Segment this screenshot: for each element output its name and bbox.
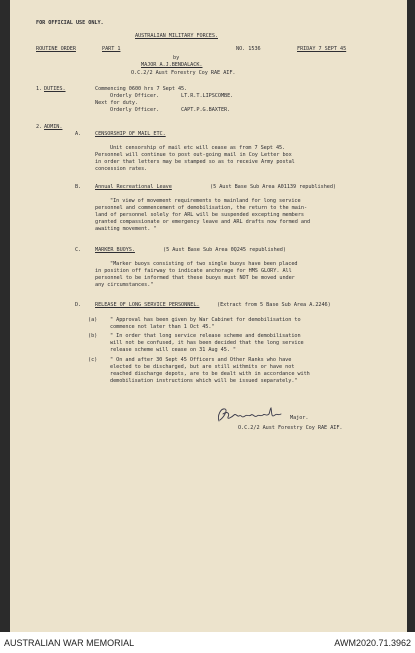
item-b-text-3: land of personnel solely for ARL will be suspended excepting members [95, 212, 304, 218]
order-date: FRIDAY 7 SEPT 45 [297, 46, 347, 52]
item-d-letter: D. [75, 302, 82, 308]
item-b-text-5: awaiting movement. " [95, 226, 157, 232]
item-b-letter: B. [75, 184, 82, 190]
item-c-text-1: "Marker buoys consisting of two single buoys have been placed [110, 261, 298, 267]
item-a-text-3: in order that letters may be stamped so as to receive Army postal [95, 159, 295, 165]
item-d-c-text-2: elected to be discharged, but are still withmits or have not [110, 364, 295, 370]
duties-next-orderly-officer: CAPT.P.G.BAXTER. [181, 107, 231, 113]
item-c-title: MARKER BUOYS. [95, 247, 135, 253]
item-d-a-label: (a) [88, 317, 98, 323]
item-a-text-1: Unit censorship of mail etc will cease as from 7 Sept 45. [110, 145, 286, 151]
item-d-b-text-2: will not be confused, it has been decided that the long service [110, 340, 304, 346]
item-d-c-text-3: reached discharge depots, are to be dealt with in accordance with [110, 371, 310, 377]
by-label: by [173, 55, 180, 61]
item-d-b-label: (b) [88, 333, 98, 339]
duties-next-label: Next for duty. [95, 100, 139, 106]
official-use-heading: FOR OFFICIAL USE ONLY. [36, 20, 104, 26]
item-c-ref: (5 Aust Base Sub Area 0Q245 republished) [163, 247, 286, 253]
handwritten-signature [215, 405, 285, 425]
section-1-number: 1. [36, 86, 43, 92]
item-d-a-text-1: " Approval has been given by War Cabinet for demobilisation to [110, 317, 301, 323]
item-b-text-2: personnel and commencement of demobilisation, the return to the main- [95, 205, 308, 211]
item-c-letter: C. [75, 247, 82, 253]
item-d-title: RELEASE OF LONG SERVICE PERSONNEL. [95, 302, 200, 308]
item-b-ref: (5 Aust Base Sub Area A01139 republished) [210, 184, 336, 190]
order-number: NO. 1536 [236, 46, 261, 52]
major-name: MAJOR A.J.BENDALACK. [141, 62, 203, 68]
document-page [10, 0, 407, 632]
item-a-letter: A. [75, 131, 82, 137]
signature-rank: Major. [290, 415, 309, 421]
item-d-ref: (Extract from 5 Base Sub Area A.2246) [217, 302, 331, 308]
archive-footer [0, 632, 415, 653]
item-b-text-1: "In view of movement requirements to mainland for long service [110, 198, 301, 204]
item-d-c-text-4: demobilisation instructions which will be issued separately." [110, 378, 298, 384]
item-a-title: CENSORSHIP OF MAIL ETC. [95, 131, 166, 137]
section-2-title: ADMIN. [44, 124, 63, 130]
unit-name: O.C.2/2 Aust Forestry Coy RAE AIF. [131, 70, 236, 76]
item-b-title: Annual Recreational Leave [95, 184, 172, 190]
item-d-c-label: (c) [88, 357, 98, 363]
item-d-c-text-1: " On and after 30 Sept 45 Officers and Other Ranks who have [110, 357, 292, 363]
duties-next-orderly-label: Orderly Officer. [110, 107, 160, 113]
routine-order-label: ROUTINE ORDER [36, 46, 76, 52]
item-a-text-4: concession rates. [95, 166, 148, 172]
item-d-b-text-1: " In order that long service release scheme and demobilisation [110, 333, 301, 339]
item-c-text-4: any circumstances." [95, 282, 154, 288]
section-1-title: DUTIES. [44, 86, 66, 92]
signature-unit: O.C.2/2 Aust Forestry Coy RAE AIF. [238, 425, 343, 431]
item-d-b-text-3: release scheme will cease on 31 Aug 45. " [110, 347, 236, 353]
item-b-text-4: granted compassionate or emergency leave and ARL drafts now formed and [95, 219, 311, 225]
item-c-text-2: in position off fairway to indicate anchorage for HMS GLORY. All [95, 268, 292, 274]
duties-line-1: Commencing 0600 hrs 7 Sept 45. [95, 86, 188, 92]
part-label: PART 1 [102, 46, 121, 52]
duties-orderly-label: Orderly Officer. [110, 93, 160, 99]
footer-institution: AUSTRALIAN WAR MEMORIAL [4, 638, 135, 648]
footer-accession-number: AWM2020.71.3962 [334, 638, 411, 648]
item-a-text-2: Personnel will continue to post out-going mail in Coy Letter box [95, 152, 292, 158]
item-d-a-text-2: commence not later than 1 Oct 45." [110, 324, 215, 330]
item-c-text-3: personnel to be informed that these buoys must NOT be moved under [95, 275, 295, 281]
forces-heading: AUSTRALIAN MILITARY FORCES. [135, 33, 218, 39]
section-2-number: 2. [36, 124, 43, 130]
duties-orderly-officer: LT.R.T.LIPSCOMBE. [181, 93, 234, 99]
